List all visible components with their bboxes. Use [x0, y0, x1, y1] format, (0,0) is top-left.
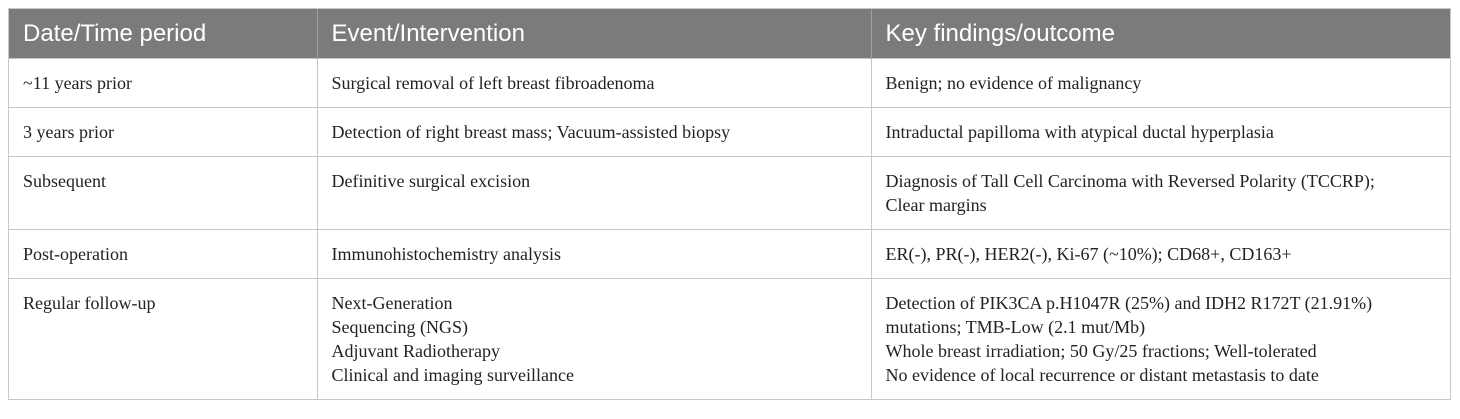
- event-text: Clinical and imaging surveillance: [331, 365, 574, 385]
- period-cell: [9, 157, 317, 230]
- period-text: 3 years prior: [23, 122, 114, 142]
- header-date-time-period: Date/Time period: [9, 9, 317, 59]
- findings-text: Diagnosis of Tall Cell Carcinoma with Reversed Polarity (TCCRP);: [885, 171, 1375, 191]
- header-row: [9, 9, 1450, 59]
- findings-cell: [871, 230, 1450, 279]
- table-row: [9, 230, 1450, 279]
- event-text: Next-Generation: [331, 293, 453, 313]
- findings-text: Intraductal papilloma with atypical ductal hyperplasia: [885, 122, 1274, 142]
- event-text: Detection of right breast mass; Vacuum-assisted biopsy: [331, 122, 731, 142]
- table-row: [9, 59, 1450, 108]
- period-text: Post-operation: [23, 244, 128, 264]
- findings-cell: [871, 279, 1450, 400]
- findings-text: No evidence of local recurrence or distant metastasis to date: [885, 365, 1319, 385]
- period-cell: [9, 230, 317, 279]
- table-row: [9, 157, 1450, 230]
- event-text: Definitive surgical excision: [331, 171, 531, 191]
- event-text: Sequencing (NGS): [331, 317, 468, 337]
- event-text: Immunohistochemistry analysis: [331, 244, 561, 264]
- event-text: Surgical removal of left breast fibroadenoma: [331, 73, 655, 93]
- period-text: Regular follow-up: [23, 293, 156, 313]
- findings-text: mutations; TMB-Low (2.1 mut/Mb): [885, 317, 1146, 337]
- event-cell: [317, 157, 871, 230]
- period-cell: [9, 59, 317, 108]
- header-key-findings-outcome: Key findings/outcome: [871, 9, 1450, 59]
- event-cell: [317, 108, 871, 157]
- findings-text: Clear margins: [885, 195, 987, 215]
- period-text: Subsequent: [23, 171, 106, 191]
- findings-text: ER(-), PR(-), HER2(-), Ki-67 (~10%); CD68+, CD163+: [885, 244, 1292, 264]
- clinical-timeline-table: [8, 8, 1451, 400]
- findings-text: Whole breast irradiation; 50 Gy/25 fractions; Well-tolerated: [885, 341, 1317, 361]
- table-header: [9, 9, 1450, 59]
- period-text: ~11 years prior: [23, 73, 133, 93]
- findings-cell: [871, 59, 1450, 108]
- findings-text: Detection of PIK3CA p.H1047R (25%) and IDH2 R172T (21.91%): [885, 293, 1373, 313]
- findings-cell: [871, 157, 1450, 230]
- timeline-table: [9, 9, 1450, 399]
- findings-text: Benign; no evidence of malignancy: [885, 73, 1142, 93]
- findings-cell: [871, 108, 1450, 157]
- period-cell: [9, 108, 317, 157]
- header-event-intervention: Event/Intervention: [317, 9, 871, 59]
- event-cell: [317, 230, 871, 279]
- event-text: Adjuvant Radiotherapy: [331, 341, 500, 361]
- table-row: [9, 279, 1450, 400]
- period-cell: [9, 279, 317, 400]
- table-row: [9, 108, 1450, 157]
- event-cell: [317, 59, 871, 108]
- table-body: [9, 59, 1450, 400]
- event-cell: [317, 279, 871, 400]
